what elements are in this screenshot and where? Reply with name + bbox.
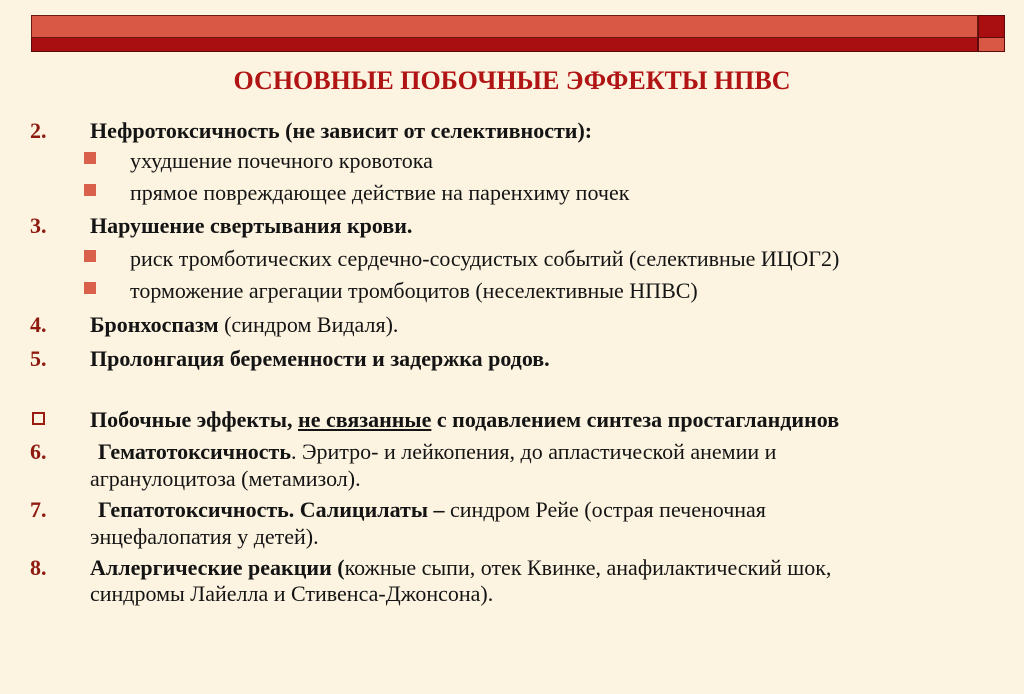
item-number: 5.: [30, 346, 47, 371]
item-text: Аллергические реакции (кожные сыпи, отек Квинке, анафилактический шок,: [90, 555, 832, 580]
sub-item: торможение агрегации тромбоцитов (неселективные НПВС): [130, 278, 698, 303]
item-heading: Бронхоспазм (синдром Видаля).: [90, 312, 399, 337]
item-text: Гепатотоксичность. Салицилаты – синдром Рейе (острая печеночная: [98, 497, 766, 522]
slide-title: ОСНОВНЫЕ ПОБОЧНЫЕ ЭФФЕКТЫ НПВС: [233, 66, 791, 95]
item-number: 6.: [30, 439, 47, 464]
item-heading: Пролонгация беременности и задержка родов.: [90, 346, 550, 371]
item-text-continued: агранулоцитоза (метамизол).: [90, 466, 361, 491]
bullet-square-icon: [84, 184, 96, 196]
header-bar-top: [31, 15, 978, 38]
item-number: 2.: [30, 118, 47, 143]
bullet-square-icon: [84, 282, 96, 294]
item-text-continued: энцефалопатия у детей).: [90, 524, 319, 549]
item-number: 8.: [30, 555, 47, 580]
item-heading: Нефротоксичность (не зависит от селективности):: [90, 118, 593, 143]
item-text-continued: синдромы Лайелла и Стивенса-Джонсона).: [90, 581, 494, 606]
header-square-top: [978, 15, 1005, 38]
sub-item: ухудшение почечного кровотока: [130, 148, 433, 173]
bullet-square-icon: [84, 250, 96, 262]
hollow-square-icon: [32, 412, 45, 425]
bullet-square-icon: [84, 152, 96, 164]
header-bar-bottom: [31, 38, 978, 52]
item-text: Гематотоксичность. Эритро- и лейкопения, до апластической анемии и: [98, 439, 777, 464]
sub-item: риск тромботических сердечно-сосудистых событий (селективные ИЦОГ2): [130, 246, 840, 271]
sub-item: прямое повреждающее действие на паренхиму почек: [130, 180, 630, 205]
item-heading: Нарушение свертывания крови.: [90, 213, 413, 238]
item-number: 3.: [30, 213, 47, 238]
item-number: 7.: [30, 497, 47, 522]
header-square-bottom: [978, 38, 1005, 52]
item-number: 4.: [30, 312, 47, 337]
section-heading: Побочные эффекты, не связанные с подавлением синтеза простагландинов: [90, 407, 840, 432]
